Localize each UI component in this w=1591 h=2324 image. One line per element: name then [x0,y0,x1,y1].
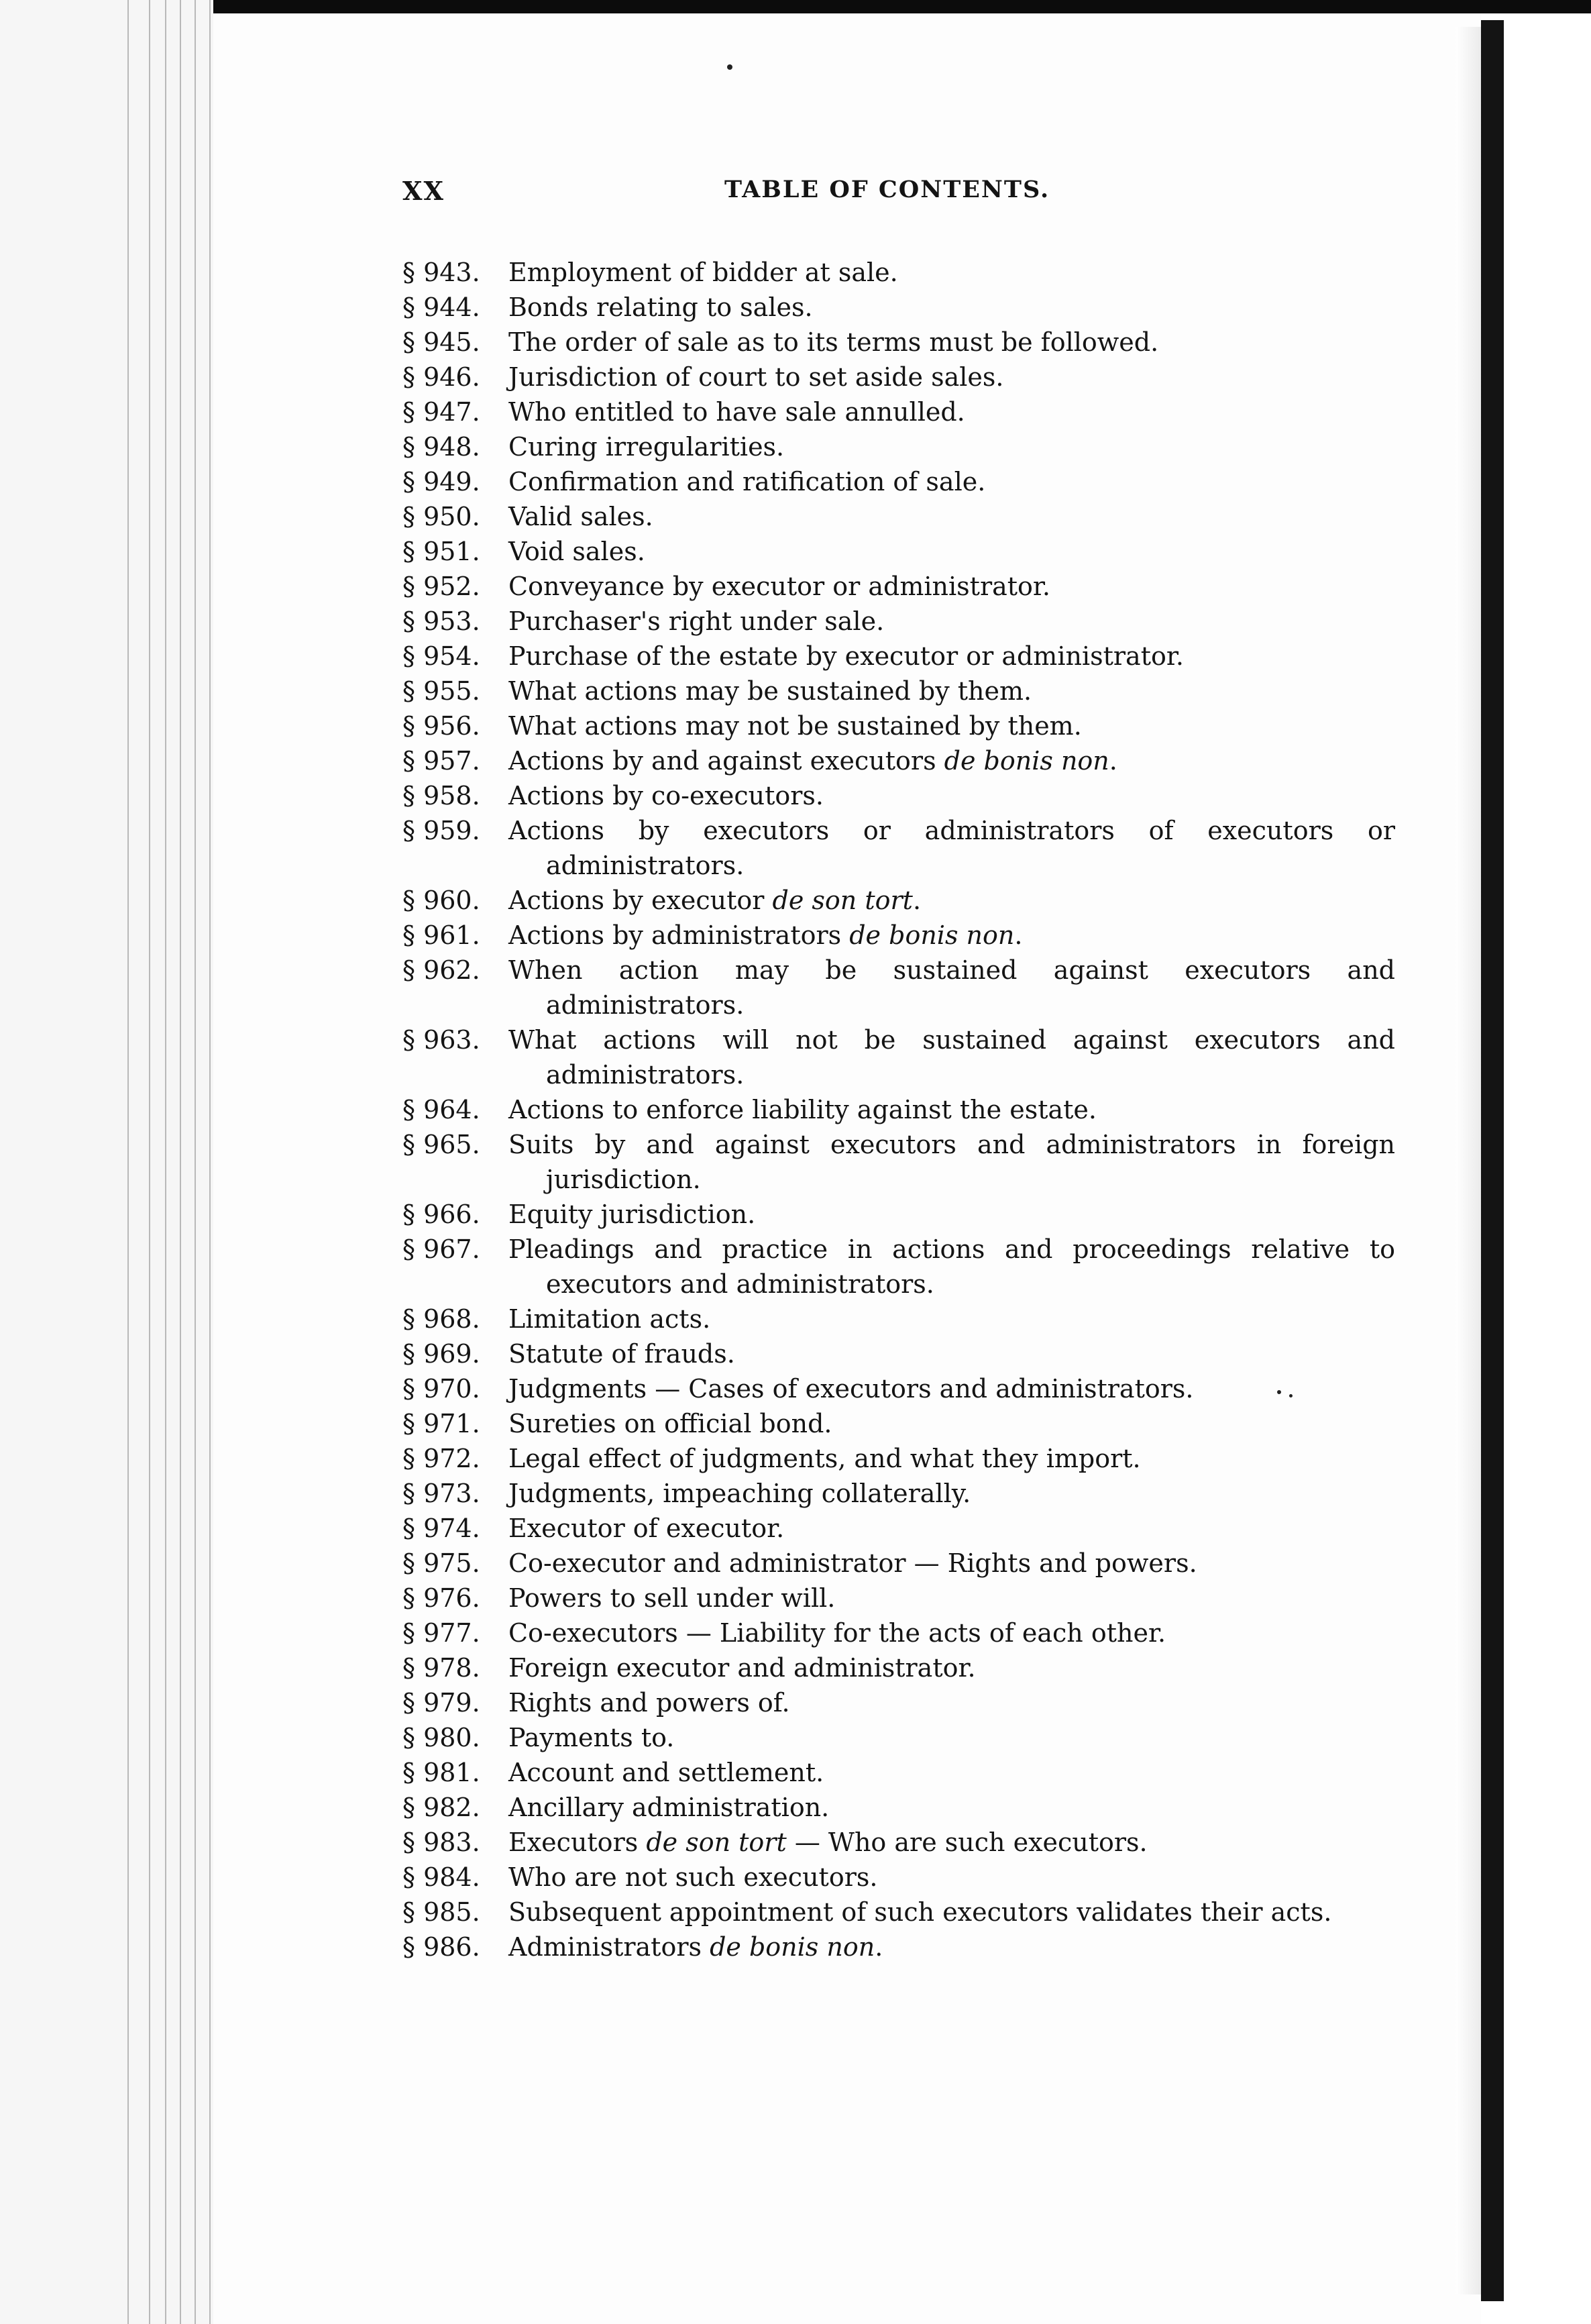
section-title-text: What actions may not be sustained by them. [508,711,1082,741]
toc-entry [402,1825,1395,1860]
toc-entry [402,464,1395,499]
section-title-text: Sureties on official bond. [508,1409,832,1438]
section-title-text: Actions by executors or administrators of executors or administrators. [508,816,1395,880]
section-title [508,394,1395,429]
section-title-text: Subsequent appointment of such executors validates their acts. [508,1897,1332,1927]
section-title [508,464,1395,499]
section-title [508,499,1395,534]
toc-entry [402,1197,1395,1232]
section-number: § 966. [402,1200,480,1229]
toc-entry [402,360,1395,394]
section-number: § 974. [402,1514,480,1543]
toc-entry [402,639,1395,674]
section-title [508,1371,1395,1406]
toc-entry [402,953,1395,1022]
page-edge-line [149,0,150,2324]
section-number: § 972. [402,1444,480,1473]
section-title-text: Foreign executor and administrator. [508,1653,976,1683]
section-title-text: Powers to sell under will. [508,1583,836,1613]
section-title [508,1930,1395,1964]
toc-entry [402,429,1395,464]
running-head [402,176,1073,208]
toc-entry [402,708,1395,743]
section-number: § 959. [402,816,480,845]
toc-entry [402,1685,1395,1720]
section-title-text: Actions to enforce liability against the estate. [508,1095,1097,1124]
toc-entry [402,1232,1395,1302]
section-number: § 955. [402,676,480,706]
section-number: § 985. [402,1897,480,1927]
toc-entry [402,1790,1395,1825]
section-title-text: Suits by and against executors and administrators in foreign jurisdiction. [508,1130,1395,1194]
section-title [508,604,1395,639]
section-number: § 975. [402,1548,480,1578]
section-title [508,708,1395,743]
toc-entry [402,1022,1395,1092]
section-title-text: Jurisdiction of court to set aside sales. [508,362,1004,392]
section-title [508,1511,1395,1546]
section-title [508,1232,1395,1302]
section-title-text: Confirmation and ratification of sale. [508,467,986,496]
section-title-text: Pleadings and practice in actions and proceedings relative to executors and administrators. [508,1234,1395,1299]
stacked-page-edges [0,0,213,2324]
section-title [508,429,1395,464]
toc-entry [402,1302,1395,1336]
toc-entry [402,1581,1395,1616]
section-title-text: Actions by executor [508,886,773,915]
section-title [508,639,1395,674]
toc-entry [402,1127,1395,1197]
section-number: § 960. [402,886,480,915]
toc-entry [402,255,1395,290]
toc-entry [402,604,1395,639]
section-number: § 984. [402,1862,480,1892]
toc-entry [402,1546,1395,1581]
section-number: § 964. [402,1095,480,1124]
section-title [508,1895,1395,1930]
section-title-text: Legal effect of judgments, and what they import. [508,1444,1141,1473]
section-number: § 983. [402,1828,480,1857]
section-title [508,290,1395,325]
section-title [508,325,1395,360]
toc-entry [402,1650,1395,1685]
section-title [508,534,1395,569]
section-title [508,1476,1395,1511]
toc-entry [402,1371,1395,1406]
section-title [508,1755,1395,1790]
toc-entry [402,813,1395,883]
running-title: TABLE OF CONTENTS. [724,176,1050,203]
page-edge-line [195,0,196,2324]
section-title-latin: de son tort [772,886,913,915]
section-title [508,1546,1395,1581]
toc-entry [402,394,1395,429]
section-title-text-after: — Who are such executors. [786,1828,1148,1857]
section-title [508,1302,1395,1336]
section-number: § 950. [402,502,480,531]
section-number: § 945. [402,327,480,357]
section-title-text-after: . [875,1932,883,1962]
section-title-text: Payments to. [508,1723,675,1752]
section-title [508,883,1395,918]
toc-entry [402,1720,1395,1755]
section-title-text: Account and settlement. [508,1758,824,1787]
section-number: § 968. [402,1304,480,1334]
section-title [508,255,1395,290]
section-number: § 953. [402,606,480,636]
section-title-text: The order of sale as to its terms must be followed. [508,327,1159,357]
section-title [508,1092,1395,1127]
section-number: § 973. [402,1479,480,1508]
page-edge-line [127,0,129,2324]
binding-gutter [1481,20,1504,2301]
section-number: § 944. [402,293,480,322]
section-title-text: Bonds relating to sales. [508,293,813,322]
toc-entry [402,883,1395,918]
toc-entry [402,1406,1395,1441]
section-number: § 967. [402,1234,480,1264]
section-title [508,1127,1395,1197]
section-title-text: What actions will not be sustained against executors and administrators. [508,1025,1395,1090]
section-number: § 956. [402,711,480,741]
toc-entry [402,1755,1395,1790]
section-number: § 977. [402,1618,480,1648]
section-title-text: Ancillary administration. [508,1793,830,1822]
section-number: § 963. [402,1025,480,1055]
section-number: § 943. [402,258,480,287]
section-number: § 976. [402,1583,480,1613]
section-title [508,953,1395,1022]
section-title-text: Actions by and against executors [508,746,944,776]
toc-entry [402,1511,1395,1546]
section-title [508,1790,1395,1825]
section-number: § 947. [402,397,480,427]
section-title-latin: de son tort [646,1828,787,1857]
section-title [508,1406,1395,1441]
toc-entry [402,1895,1395,1930]
section-title-text: Conveyance by executor or administrator. [508,572,1050,601]
section-number: § 986. [402,1932,480,1962]
section-number: § 981. [402,1758,480,1787]
facing-page-edge [1504,13,1591,2324]
section-title-text: Actions by co-executors. [508,781,824,810]
section-title [508,1616,1395,1650]
section-number: § 958. [402,781,480,810]
section-title [508,1336,1395,1371]
section-title-text: Executor of executor. [508,1514,785,1543]
toc-entry [402,778,1395,813]
section-number: § 954. [402,641,480,671]
section-title-text: Actions by administrators [508,920,850,950]
section-number: § 982. [402,1793,480,1822]
section-title-text: Statute of frauds. [508,1339,735,1369]
section-title [508,1581,1395,1616]
toc-entry [402,534,1395,569]
ink-speck [727,64,732,70]
section-title [508,360,1395,394]
toc-entry [402,325,1395,360]
toc-entry [402,918,1395,953]
section-title-text-after: . [1014,920,1023,950]
section-number: § 979. [402,1688,480,1718]
section-title-text: Executors [508,1828,647,1857]
toc-entry [402,1860,1395,1895]
section-title [508,1860,1395,1895]
section-title-text: Valid sales. [508,502,653,531]
section-number: § 971. [402,1409,480,1438]
section-number: § 978. [402,1653,480,1683]
section-title-text: Employment of bidder at sale. [508,258,898,287]
toc-entry [402,1336,1395,1371]
section-title-text: Curing irregularities. [508,432,785,462]
toc-entry [402,1616,1395,1650]
section-title [508,1685,1395,1720]
section-title-text: Equity jurisdiction. [508,1200,756,1229]
page-number: XX [402,176,445,206]
section-number: § 957. [402,746,480,776]
section-number: § 952. [402,572,480,601]
section-title-latin: de bonis non [944,746,1109,776]
section-title-text-after: . [912,886,922,915]
section-title-text: Limitation acts. [508,1304,711,1334]
section-title [508,778,1395,813]
section-title [508,1441,1395,1476]
section-title [508,743,1395,778]
section-title-text: Purchase of the estate by executor or administrator. [508,641,1184,671]
section-number: § 980. [402,1723,480,1752]
section-number: § 965. [402,1130,480,1159]
toc-entry [402,674,1395,708]
section-title [508,813,1395,883]
page-edge-line [165,0,166,2324]
section-title [508,1650,1395,1685]
toc-entry [402,1092,1395,1127]
section-title-text: Judgments — Cases of executors and administrators. [508,1374,1194,1404]
toc-entry [402,1441,1395,1476]
page-edge-line [180,0,181,2324]
section-title [508,569,1395,604]
section-title-text: Judgments, impeaching collaterally. [508,1479,971,1508]
section-title [508,674,1395,708]
section-number: § 946. [402,362,480,392]
section-number: § 970. [402,1374,480,1404]
section-number: § 951. [402,537,480,566]
section-title-text: When action may be sustained against executors and administrators. [508,955,1395,1020]
page-edge-line [209,0,211,2324]
section-title-latin: de bonis non [710,1932,875,1962]
toc-entry [402,1930,1395,1964]
section-title [508,1022,1395,1092]
section-title [508,1197,1395,1232]
section-number: § 961. [402,920,480,950]
table-of-contents-list [402,255,1395,1964]
section-title [508,1825,1395,1860]
section-title-text: Who are not such executors. [508,1862,878,1892]
section-title-text: Purchaser's right under sale. [508,606,885,636]
toc-entry [402,1476,1395,1511]
section-title [508,1720,1395,1755]
section-title-text: Administrators [508,1932,710,1962]
section-title-text: Co-executors — Liability for the acts of each other. [508,1618,1166,1648]
section-title-text: Co-executor and administrator — Rights and powers. [508,1548,1197,1578]
scan-top-border [0,0,1591,13]
section-title-text: Rights and powers of. [508,1688,790,1718]
toc-entry [402,743,1395,778]
section-number: § 962. [402,955,480,985]
section-title-text-after: . [1109,746,1117,776]
section-title-text: Who entitled to have sale annulled. [508,397,965,427]
section-title-latin: de bonis non [849,920,1015,950]
section-title [508,918,1395,953]
toc-entry [402,499,1395,534]
section-number: § 948. [402,432,480,462]
section-number: § 949. [402,467,480,496]
section-number: § 969. [402,1339,480,1369]
toc-entry [402,290,1395,325]
section-title-text: Void sales. [508,537,645,566]
toc-entry [402,569,1395,604]
section-title-text: What actions may be sustained by them. [508,676,1032,706]
